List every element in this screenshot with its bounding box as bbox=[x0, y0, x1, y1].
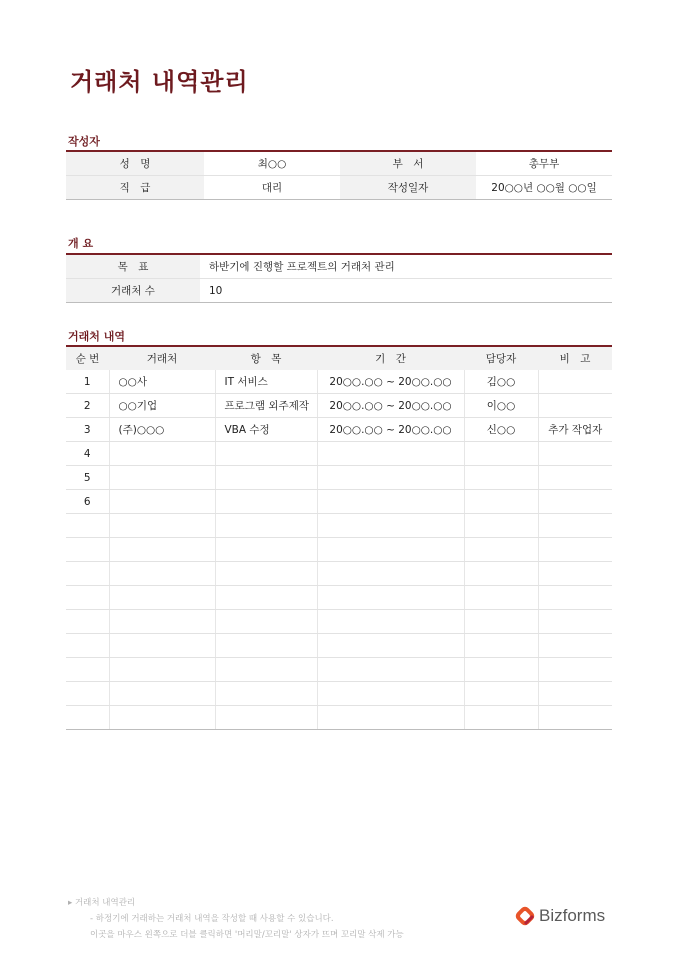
cell-item: VBA 수정 bbox=[215, 418, 317, 442]
author-label-dept: 부 서 bbox=[340, 151, 476, 176]
cell-client: ○○사 bbox=[109, 370, 215, 394]
cell-item bbox=[215, 586, 317, 610]
cell-manager bbox=[464, 610, 538, 634]
table-row bbox=[66, 394, 612, 418]
client-list-table bbox=[66, 345, 612, 730]
cell-note bbox=[538, 586, 612, 610]
cell-note bbox=[538, 490, 612, 514]
cell-client bbox=[109, 562, 215, 586]
cell-item: IT 서비스 bbox=[215, 370, 317, 394]
table-row bbox=[66, 370, 612, 394]
cell-number: 6 bbox=[66, 490, 109, 514]
cell-client bbox=[109, 514, 215, 538]
cell-client bbox=[109, 634, 215, 658]
cell-period bbox=[317, 634, 464, 658]
cell-manager bbox=[464, 682, 538, 706]
cell-item bbox=[215, 466, 317, 490]
author-row bbox=[66, 151, 612, 176]
cell-client bbox=[109, 442, 215, 466]
author-label-rank: 직 급 bbox=[66, 176, 204, 200]
cell-item bbox=[215, 682, 317, 706]
cell-number bbox=[66, 658, 109, 682]
table-row bbox=[66, 538, 612, 562]
cell-number bbox=[66, 634, 109, 658]
author-value-rank: 대리 bbox=[204, 176, 340, 200]
table-row bbox=[66, 634, 612, 658]
cell-number: 5 bbox=[66, 466, 109, 490]
cell-item bbox=[215, 658, 317, 682]
table-row bbox=[66, 706, 612, 730]
cell-period bbox=[317, 706, 464, 730]
cell-manager bbox=[464, 634, 538, 658]
cell-period bbox=[317, 586, 464, 610]
table-row bbox=[66, 562, 612, 586]
cell-client bbox=[109, 586, 215, 610]
cell-item bbox=[215, 538, 317, 562]
cell-note bbox=[538, 442, 612, 466]
cell-note bbox=[538, 658, 612, 682]
table-row bbox=[66, 682, 612, 706]
cell-item bbox=[215, 442, 317, 466]
overview-label-goal: 목 표 bbox=[66, 254, 200, 279]
author-value-name: 최○○ bbox=[204, 151, 340, 176]
cell-period bbox=[317, 514, 464, 538]
cell-item bbox=[215, 610, 317, 634]
list-header-row bbox=[66, 346, 612, 370]
cell-number: 4 bbox=[66, 442, 109, 466]
author-label-name: 성 명 bbox=[66, 151, 204, 176]
cell-client bbox=[109, 490, 215, 514]
page-title: 거래처 내역관리 bbox=[70, 68, 249, 96]
table-row bbox=[66, 658, 612, 682]
cell-manager: 이○○ bbox=[464, 394, 538, 418]
cell-manager bbox=[464, 466, 538, 490]
overview-section-label: 개 요 bbox=[68, 237, 94, 250]
author-row bbox=[66, 176, 612, 200]
cell-manager bbox=[464, 586, 538, 610]
cell-item bbox=[215, 634, 317, 658]
overview-table bbox=[66, 253, 612, 303]
cell-period bbox=[317, 562, 464, 586]
cell-client bbox=[109, 706, 215, 730]
cell-client bbox=[109, 466, 215, 490]
overview-row bbox=[66, 254, 612, 279]
cell-number bbox=[66, 610, 109, 634]
cell-period bbox=[317, 442, 464, 466]
overview-value-count: 10 bbox=[200, 279, 612, 303]
footer-description: - 하정기에 거래하는 거래처 내역을 작성할 때 사용할 수 있습니다. bbox=[90, 914, 334, 924]
cell-period: 20○○.○○ ~ 20○○.○○ bbox=[317, 394, 464, 418]
cell-client: ○○기업 bbox=[109, 394, 215, 418]
cell-number: 2 bbox=[66, 394, 109, 418]
cell-period bbox=[317, 538, 464, 562]
bizforms-logo bbox=[515, 906, 605, 926]
cell-manager bbox=[464, 442, 538, 466]
cell-number bbox=[66, 538, 109, 562]
cell-number bbox=[66, 682, 109, 706]
col-header-manager: 담당자 bbox=[464, 346, 538, 370]
cell-number bbox=[66, 706, 109, 730]
col-header-number: 순 번 bbox=[66, 346, 109, 370]
author-value-dept: 총무부 bbox=[476, 151, 612, 176]
cell-note bbox=[538, 466, 612, 490]
col-header-period: 기 간 bbox=[317, 346, 464, 370]
bizforms-logo-text: Bizforms bbox=[539, 906, 606, 925]
cell-note bbox=[538, 514, 612, 538]
cell-note bbox=[538, 706, 612, 730]
cell-number bbox=[66, 514, 109, 538]
list-section-label: 거래처 내역 bbox=[68, 330, 125, 343]
cell-client bbox=[109, 658, 215, 682]
table-row bbox=[66, 418, 612, 442]
cell-manager bbox=[464, 490, 538, 514]
cell-period bbox=[317, 682, 464, 706]
table-row bbox=[66, 610, 612, 634]
col-header-client: 거래처 bbox=[109, 346, 215, 370]
cell-number: 1 bbox=[66, 370, 109, 394]
bizforms-logo-icon bbox=[515, 906, 535, 926]
cell-manager: 신○○ bbox=[464, 418, 538, 442]
cell-note bbox=[538, 538, 612, 562]
cell-period bbox=[317, 490, 464, 514]
cell-note bbox=[538, 394, 612, 418]
cell-client bbox=[109, 682, 215, 706]
footer-title: ▸ 거래처 내역관리 bbox=[68, 898, 136, 908]
cell-client bbox=[109, 610, 215, 634]
author-section-label: 작성자 bbox=[68, 135, 100, 148]
cell-item: 프로그램 외주제작 bbox=[215, 394, 317, 418]
cell-manager bbox=[464, 562, 538, 586]
cell-manager: 김○○ bbox=[464, 370, 538, 394]
cell-item bbox=[215, 562, 317, 586]
col-header-note: 비 고 bbox=[538, 346, 612, 370]
overview-row bbox=[66, 279, 612, 303]
cell-number bbox=[66, 586, 109, 610]
cell-manager bbox=[464, 514, 538, 538]
cell-note bbox=[538, 370, 612, 394]
cell-period bbox=[317, 466, 464, 490]
table-row bbox=[66, 442, 612, 466]
cell-manager bbox=[464, 706, 538, 730]
cell-client: (주)○○○ bbox=[109, 418, 215, 442]
cell-number: 3 bbox=[66, 418, 109, 442]
cell-note bbox=[538, 562, 612, 586]
cell-note bbox=[538, 610, 612, 634]
cell-client bbox=[109, 538, 215, 562]
cell-manager bbox=[464, 658, 538, 682]
client-list-body bbox=[66, 370, 612, 730]
overview-label-count: 거래처 수 bbox=[66, 279, 200, 303]
table-row bbox=[66, 586, 612, 610]
cell-note bbox=[538, 634, 612, 658]
cell-period bbox=[317, 658, 464, 682]
author-label-date: 작성일자 bbox=[340, 176, 476, 200]
cell-number bbox=[66, 562, 109, 586]
table-row bbox=[66, 514, 612, 538]
footer-hint[interactable]: 이곳을 마우스 왼쪽으로 더블 클릭하면 '머리말/꼬리말' 상자가 뜨며 꼬리말 삭제 가능 bbox=[90, 930, 404, 940]
cell-period bbox=[317, 610, 464, 634]
cell-period: 20○○.○○ ~ 20○○.○○ bbox=[317, 418, 464, 442]
cell-item bbox=[215, 706, 317, 730]
col-header-item: 항 목 bbox=[215, 346, 317, 370]
cell-note: 추가 작업자 bbox=[538, 418, 612, 442]
author-table bbox=[66, 150, 612, 200]
cell-period: 20○○.○○ ~ 20○○.○○ bbox=[317, 370, 464, 394]
overview-value-goal: 하반기에 진행할 프로젝트의 거래처 관리 bbox=[200, 254, 612, 279]
table-row bbox=[66, 466, 612, 490]
cell-item bbox=[215, 514, 317, 538]
cell-manager bbox=[464, 538, 538, 562]
table-row bbox=[66, 490, 612, 514]
author-value-date: 20○○년 ○○월 ○○일 bbox=[476, 176, 612, 200]
cell-note bbox=[538, 682, 612, 706]
cell-item bbox=[215, 490, 317, 514]
